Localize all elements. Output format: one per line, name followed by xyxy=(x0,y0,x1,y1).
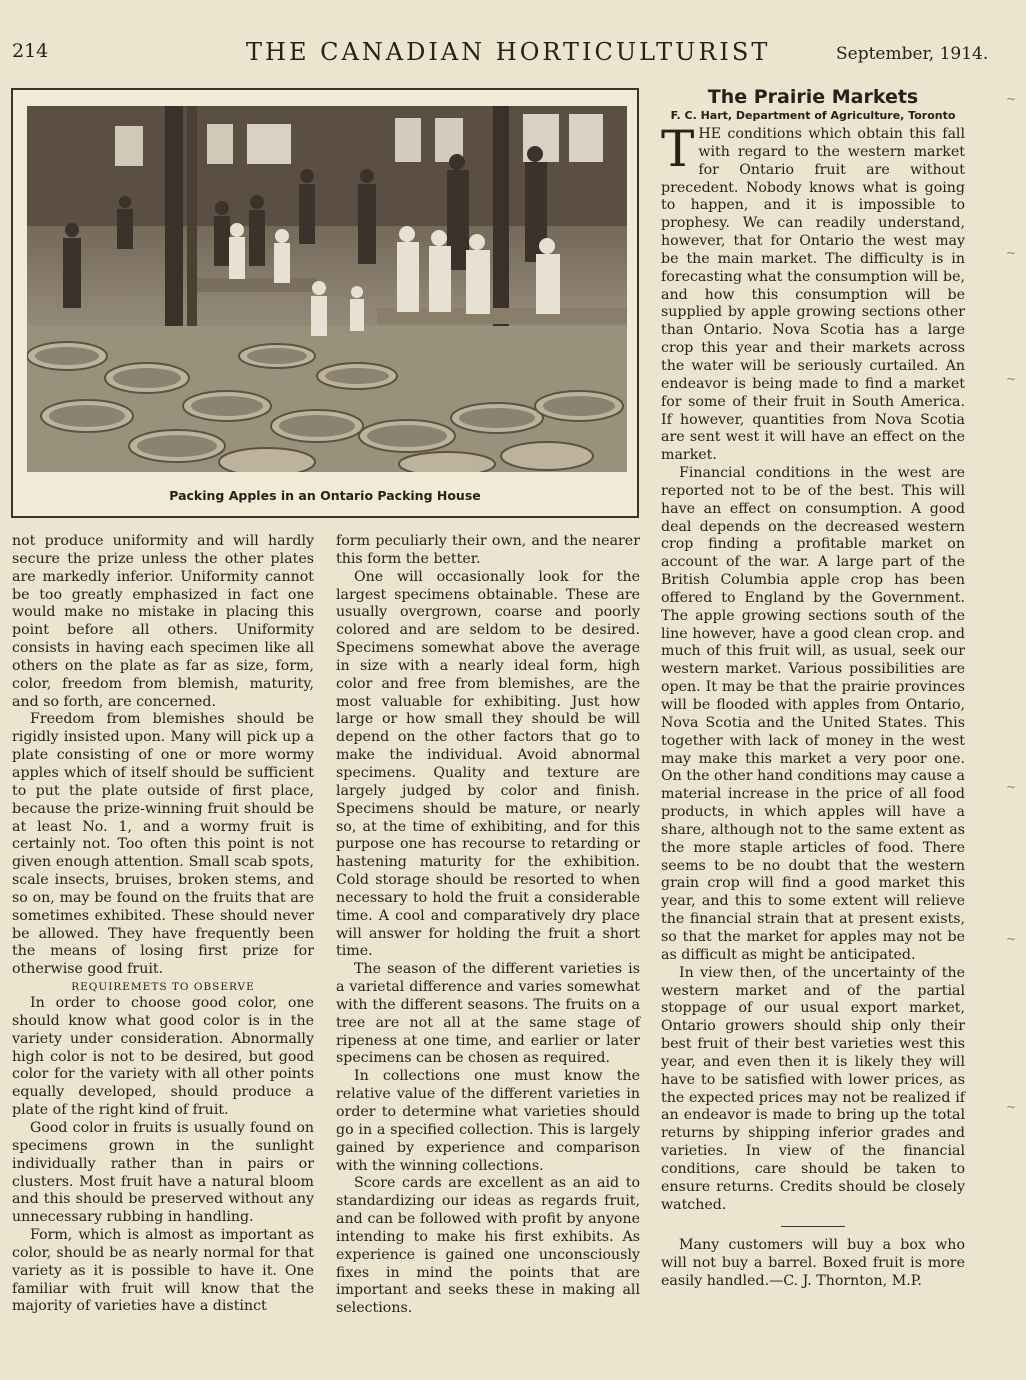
paragraph: The season of the different varieties is a varietal difference and varies somewhat with the different seasons. The fruits on a tree are not all at the same stage of ripeness at one time, and earlier or later specimens can be chosen as required. xyxy=(336,961,640,1067)
photo-illustration xyxy=(27,106,627,472)
paragraph: Form, which is almost as important as color, should be as nearly normal for that variety as it is possible to have it. One familiar with fruit will know that the majority of varieties have a distinct xyxy=(12,1227,314,1315)
photo-frame xyxy=(11,88,639,518)
magazine-title: THE CANADIAN HORTICULTURIST xyxy=(246,38,771,66)
divider-rule xyxy=(781,1226,845,1227)
paragraph: Good color in fruits is usually found on specimens grown in the sunlight individually rather than in pairs or clusters. Most fruit have a natural bloom and this should be preserved without any unnecessary rubbing in handling. xyxy=(12,1120,314,1226)
margin-mark: ~ xyxy=(1006,246,1017,260)
issue-date: September, 1914. xyxy=(836,44,989,64)
paragraph: Freedom from blemishes should be rigidly insisted upon. Many will pick up a plate consisting of one or more wormy apples which of itself should be sufficient to put the plate outside of first place, because the prize-winning fruit should be at least No. 1, and a wormy fruit is certainly not. Too often this point is not given enough attention. Small scab spots, scale insects, bruises, broken stems, and so on, may be found on the fruits that are sometimes exhibited. These should never be allowed. They have frequently been the means of losing first prize for otherwise good fruit. xyxy=(12,711,314,978)
margin-mark: ~ xyxy=(1006,932,1017,946)
paragraph: In collections one must know the relative value of the different varieties in order to determine what varieties should go in a specified collection. This is largely gained by experience and comparison with the winning collections. xyxy=(336,1068,640,1174)
column-2 xyxy=(336,533,640,1318)
paragraph: Score cards are excellent as an aid to standardizing our ideas as regards fruit, and can be followed with profit by anyone intending to make his first exhibits. As experience is gained one unconsciously fixes in mind the points that are important and seeks these in making all selections. xyxy=(336,1175,640,1317)
page-number: 214 xyxy=(12,40,49,62)
article-byline: F. C. Hart, Department of Agriculture, Toronto xyxy=(670,109,956,122)
paragraph: In order to choose good color, one should know what good color is in the variety under consideration. Abnormally high color is not to be desired, but good color for the variety with all other points equally developed, should produce a plate of the right kind of fruit. xyxy=(12,995,314,1119)
paragraph: In view then, of the uncertainty of the western market and of the partial stoppage of our usual export market, Ontario growers should ship only their best fruit of their best varieties west this year, and even then it is likely they will have to be satisfied with lower prices, as the expected prices may not be realized if an endeavor is made to bring up the total returns by shipping inferior grades and varieties. In view of the financial conditions, care should be taken to ensure returns. Credits should be closely watched. xyxy=(661,964,965,1213)
column-1 xyxy=(12,533,314,1316)
paragraph: Financial conditions in the west are reported not to be of the best. This will have an effect on consumption. A good deal depends on the decreased western crop finding a profitable market on account of the war. A large part of the British Columbia apple crop has been offered to England by the Government. The apple growing sections south of the line however, have a good clean crop. and much of this fruit will, as usual, seek our western market. Various possibilities are open. It may be that the prairie provinces will be flooded with apples from Ontario, Nova Scotia and the United States. This together with lack of money in the west may make this market a very poor one. On the other hand conditions may cause a material increase in the price of all food products, in which apples will have a share, although not to the same extent as the more staple articles of food. There seems to be no doubt that the western grain crop will find a good market this year, and this to some extent will relieve the financial strain that at present exists, so that the market for apples may not be as difficult as might be anticipated. xyxy=(661,465,965,963)
margin-mark: ~ xyxy=(1006,780,1017,794)
margin-mark: ~ xyxy=(1006,92,1017,106)
paragraph: form peculiarly their own, and the nearer this form the better. xyxy=(336,533,640,567)
margin-mark: ~ xyxy=(1006,1100,1017,1114)
drop-cap: T xyxy=(661,120,695,178)
section-subheading: REQUIREMETS TO OBSERVE xyxy=(71,981,255,994)
closing-note: Many customers will buy a box who will not buy a barrel. Boxed fruit is more easily handled.—C. J. Thornton, M.P. xyxy=(661,1237,965,1290)
margin-mark: ~ xyxy=(1006,372,1017,386)
packing-house-photo xyxy=(27,106,627,472)
paragraph: not produce uniformity and will hardly secure the prize unless the other plates are markedly inferior. Uniformity cannot be too greatly emphasized in fact one would make no mistake in placing this point before all others. Uniformity consists in having each specimen like all others on the plate as far as size, form, color, freedom from blemish, maturity, and so forth, are concerned. xyxy=(12,533,314,710)
first-paragraph xyxy=(661,120,965,465)
first-paragraph-text: HE conditions which obtain this fall with regard to the western market for Ontario fruit are without precedent. Nobody knows what is going to happen, and it is impossible to prophesy. We can readily understand, however, that for Ontario the west may be the main market. The difficulty is in forecasting what the consumption will be, and how this consumption will be supplied by apple growing sections other than Ontario. Nova Scotia has a large crop this year and their markets across the water will be seriously curtailed. An endeavor is being made to find a market for some of their fruit in South America. If however, quantities from Nova Scotia are sent west it will have an effect on the market. xyxy=(661,126,965,464)
photo-caption: Packing Apples in an Ontario Packing House xyxy=(169,488,481,503)
column-3 xyxy=(661,85,965,1291)
article-title: The Prairie Markets xyxy=(707,86,919,108)
paragraph: One will occasionally look for the largest specimens obtainable. These are usually overgrown, coarse and poorly colored and are seldom to be desired. Specimens somewhat above the average in size with a nearly ideal form, high color and free from blemishes, are the most valuable for exhibiting. Just how large or how small they should be will depend on the other factors that go to make the individual. Avoid abnormal specimens. Quality and texture are largely judged by color and finish. Specimens should be mature, or nearly so, at the time of exhibiting, and for this purpose one has recourse to retarding or hastening maturity for the exhibition. Cold storage should be resorted to when necessary to hold the fruit a considerable time. A cool and comparatively dry place will answer for holding the fruit a short time. xyxy=(336,568,640,960)
